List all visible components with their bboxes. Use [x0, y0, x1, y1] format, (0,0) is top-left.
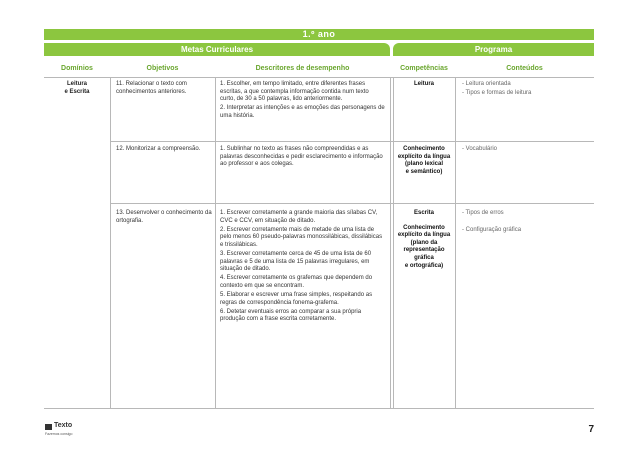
header-divider: [44, 77, 594, 78]
competence-line: e semântico): [405, 168, 443, 175]
content-item: - Vocabulário: [462, 146, 498, 152]
content-item: - Configuração gráfica: [462, 227, 522, 234]
objective-cell: 13. Desenvolver o conhecimento da ortografia.: [116, 210, 212, 224]
content-spacer: [462, 219, 590, 227]
descriptor-item: 3. Escrever corretamente cerca de 45 de uma lista de 60 palavras e 5 de uma lista de 15 palavras irregulares, em situação de ditado.: [220, 250, 372, 273]
content-item: - Tipos de erros: [462, 210, 504, 216]
contents-cell: [462, 210, 590, 236]
descriptor-item: 4. Escrever corretamente os grafemas que dependem do contexto em que se encontram.: [220, 275, 373, 289]
row-divider: [110, 203, 594, 204]
metas-header: Metas Curriculares: [44, 43, 390, 56]
competence-line: explícito da língua: [397, 232, 451, 239]
column-divider: [393, 77, 394, 408]
objetivos-header: Objetivos: [146, 65, 179, 72]
column-divider: [215, 77, 216, 408]
objective-cell: 11. Relacionar o texto com conhecimentos anteriores.: [116, 81, 187, 95]
domain-line: Leitura: [66, 81, 87, 87]
competence-line: Escrita: [413, 210, 434, 216]
descriptor-item: 2. Interpretar as intenções e as emoções das personagens de uma história.: [220, 105, 385, 119]
competence-line: Conhecimento: [403, 146, 445, 152]
competence-line: explícito da língua: [397, 153, 451, 160]
competence-cell: [395, 146, 453, 176]
domain-line: e Escrita: [64, 88, 90, 95]
logo-name: Texto: [54, 422, 73, 429]
table-bottom-rule: [44, 408, 594, 409]
descriptor-item: 6. Detetar eventuais erros ao comparar a sua própria produção com a frase escrita corretamente.: [220, 308, 362, 323]
column-divider: [455, 77, 456, 408]
programa-header: Programa: [393, 43, 594, 56]
descriptor-item: 1. Escolher, em tempo limitado, entre diferentes frases escritas, a que contempla informação contida num texto curto, de 30 a 50 palavras, lido anteriormente.: [220, 81, 369, 103]
content-item: - Leitura orientada: [462, 81, 511, 87]
column-divider: [110, 77, 111, 408]
competence-line: (plano lexical: [404, 161, 443, 168]
column-divider: [390, 77, 391, 408]
competence-line: e ortográfica): [404, 262, 444, 269]
competence-cell: [395, 81, 453, 89]
domain-cell: [46, 81, 108, 96]
competence-line: (plano da: [410, 239, 438, 246]
competencias-header: Competências: [400, 65, 448, 72]
conteudos-header: Conteúdos: [506, 65, 543, 72]
descriptors-cell: [220, 210, 385, 325]
dominios-header: Domínios: [61, 65, 93, 72]
descritores-header: Descritores de desempenho: [255, 65, 350, 72]
competence-spacer: [395, 218, 453, 225]
descriptors-cell: [220, 146, 385, 170]
logo-tagline: Fazemos consigo: [45, 432, 73, 436]
descriptor-item: 5. Elaborar e escrever uma frase simples, respeitando as regras de correspondência fonema-grafema.: [220, 291, 373, 306]
year-title: 1.º ano: [44, 29, 594, 40]
objective-cell: 12. Monitorizar a compreensão.: [116, 146, 201, 152]
descriptors-cell: [220, 81, 385, 122]
competence-cell: [395, 210, 453, 270]
descriptor-item: 2. Escrever corretamente mais de metade de uma lista de pelo menos 60 pseudo-palavras monossilábicas, dissilábicas e trissilábicas.: [220, 226, 383, 248]
descriptor-item: 1. Escrever corretamente a grande maioria das sílabas CV, CVC e CCV, em situação de ditado.: [220, 210, 378, 224]
competence-line: representação: [403, 247, 445, 254]
texto-logo-icon: [45, 424, 52, 430]
descriptor-item: 1. Sublinhar no texto as frases não compreendidas e as palavras desconhecidas e pedir esclarecimento e informação ao professor e aos colegas.: [220, 146, 383, 168]
page-number: 7: [588, 424, 594, 435]
contents-cell: [462, 81, 590, 99]
contents-cell: [462, 146, 590, 155]
competence-line: Leitura: [413, 81, 434, 87]
competence-line: Conhecimento: [403, 224, 445, 231]
content-item: - Tipos e formas de leitura: [462, 90, 532, 97]
competence-line: gráfica: [414, 254, 434, 261]
row-divider: [110, 141, 594, 142]
